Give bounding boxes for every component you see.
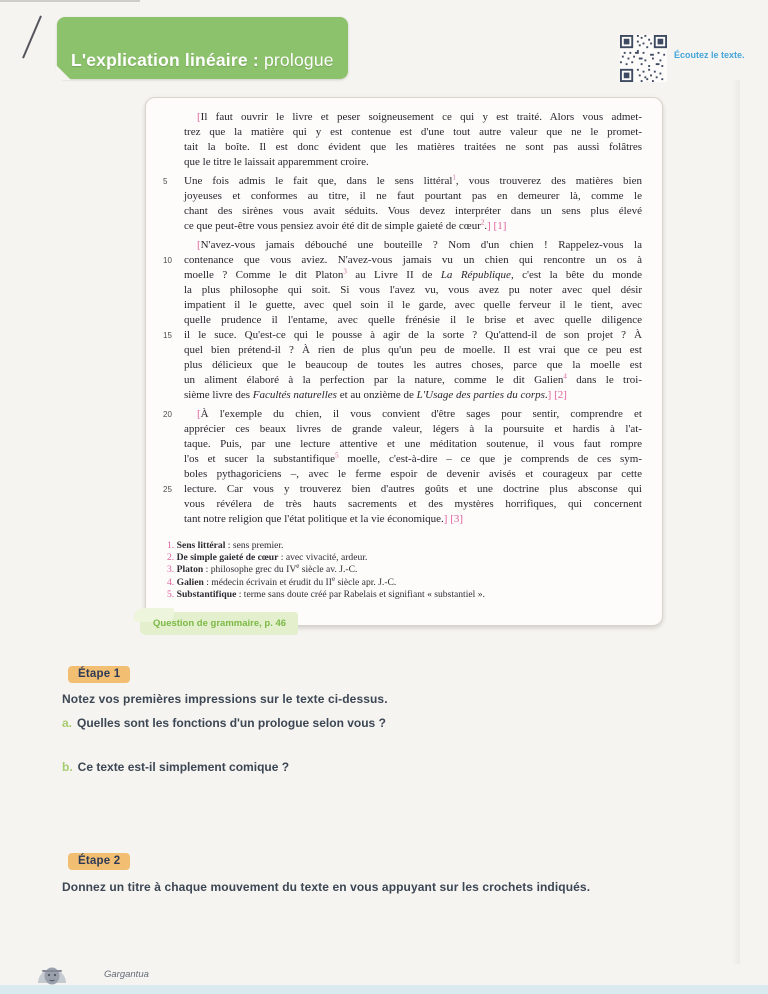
step-1-instruction: Notez vos premières impressions sur le texte ci-dessus. (62, 692, 388, 706)
line-text: que le titre le laissait apparemment croire. (184, 156, 369, 168)
footnote: 5. Substantifique : terme sans doute créé par Rabelais et signifiant « substantiel ». (167, 588, 485, 600)
line-text: tant notre religion que l'état politique et la vie économique.] [3] (184, 513, 464, 525)
text-line (163, 328, 642, 343)
line-text: moelle ? Comme le dit Platon$^3$ au Livre II de La République, c'est la bête du monde (184, 267, 643, 281)
line-text: taque. Puis, par une lecture attentive et une méditation soutenue, il vous faut rompre (184, 438, 642, 450)
title-banner (57, 17, 348, 79)
line-text: boles pythagoriciens –, avec le ferme espoir de devenir avisés et courageux par cette (184, 468, 642, 480)
text-line (184, 204, 642, 219)
line-text: sième livre des Facultés naturelles et au onzième de L'Usage des parties du corps.] [2] (184, 389, 567, 401)
line-text: vous révélera de très hauts sacrements et des mystères horrifiques, qui concernent (184, 498, 642, 510)
text-line (184, 467, 642, 482)
line-text: plus délicieux que le beaucoup de toutes les autres choses, parce que la moelle est (184, 359, 642, 371)
line-text: chant des sirènes vous avait séduits. Vous devez interpréter dans un sens plus élevé (184, 205, 642, 217)
footnotes (167, 540, 642, 601)
line-text: lecture. Car vous y trouverez bien d'autres goûts et une doctrine plus absconse qui (184, 483, 642, 495)
page-title-main: L'explication linéaire : (71, 50, 259, 70)
text-block (163, 238, 643, 403)
step-2-badge: Étape 2 (68, 853, 130, 870)
book-title: Gargantua (104, 969, 149, 980)
text-line (163, 173, 643, 189)
text-line (184, 373, 642, 388)
line-text: [Il faut ouvrir le livre et peser soigneusement ce qui y est traité. Alors vous admet- (197, 111, 642, 123)
line-text: impatient il le guette, avec quel soin il le garde, avec quelle ferveur il le tient, avec (184, 299, 642, 311)
line-text: ce que peut-être vous pensiez avoir été dit de simple gaieté de cœur$^2$.] [1] (184, 218, 507, 232)
question-letter: b. (62, 760, 73, 774)
question (62, 716, 682, 730)
text-line (184, 110, 642, 125)
text-line (184, 189, 642, 204)
question-letter: a. (62, 716, 73, 730)
line-text: un aliment élaboré à la perfection par la nature, comme le dit Galien$^4$ dans le troi- (184, 372, 642, 386)
step-1-badge: Étape 1 (68, 666, 130, 683)
next-page-edge (0, 985, 768, 994)
line-number: 20 (163, 410, 172, 419)
text-line (184, 155, 642, 170)
text-card (145, 97, 663, 626)
banner-corner-cut (56, 65, 71, 80)
line-number: 10 (163, 256, 172, 265)
text-line (184, 437, 642, 452)
line-number: 5 (163, 177, 168, 186)
line-text: trez que la matière qui y est contenue est d'une tout autre valeur que ne le promet- (184, 126, 642, 138)
line-number: 15 (163, 331, 172, 340)
text-line (184, 512, 642, 527)
text-line (184, 358, 642, 373)
question (62, 760, 682, 774)
qr-code-icon[interactable] (620, 35, 667, 82)
page-crease-shadow (731, 80, 740, 964)
text-line (184, 497, 642, 512)
text-line (184, 422, 642, 437)
text-line (184, 140, 642, 155)
text-line (184, 268, 642, 283)
text-line (184, 283, 642, 298)
scan-edge-artifact (0, 0, 140, 2)
line-text: tait la boîte. Il est donc évident que les matières traitées ne sont pas aussi folâtres (184, 141, 642, 153)
line-text: [À l'exemple du chien, il vous convient d'être sages pour sentir, comprendre et (197, 408, 642, 420)
footnote: 3. Platon : philosophe grec du IVe siècle av. J.-C. (167, 562, 358, 576)
line-text: la plus philosophe qui soit. Si vous l'avez vu, vous avez pu noter avec quel désir (184, 284, 642, 296)
text-line (184, 219, 642, 234)
pen-mark (22, 15, 42, 58)
text-line (184, 238, 642, 253)
gargantua-face-icon (37, 957, 67, 985)
text-line (163, 253, 642, 268)
text-line (163, 407, 642, 422)
text-line (184, 125, 642, 140)
text-block (163, 173, 643, 234)
line-text: quelle prudence il l'entame, avec quelle frénésie il le brise et avec quelle diligence (184, 314, 642, 326)
text-line (163, 482, 642, 497)
line-text: [N'avez-vous jamais débouché une bouteille ? Nom d'un chien ! Rappelez-vous la (197, 239, 642, 251)
text-line (184, 388, 642, 403)
page-title (71, 50, 334, 71)
question-text: Quelles sont les fonctions d'un prologue selon vous ? (77, 716, 386, 730)
line-text: Une fois admis le fait que, dans le sens littéral$^1$, vous trouverez des matières bien (184, 173, 643, 187)
text-line (184, 343, 642, 358)
footnote: 4. Galien : médecin écrivain et érudit du IIe siècle apr. J.-C. (167, 574, 397, 588)
text-line (184, 313, 642, 328)
line-text: apprécier ces beaux livres de grande valeur, légers à la poursuite et hardis à l'at- (184, 423, 642, 435)
text-block (163, 407, 642, 527)
line-text: il le suce. Qu'est-ce qui le pousse à agir de la sorte ? Qu'attend-il de son projet ? À (184, 329, 642, 341)
line-text: quel bien prétend-il ? À rien de plus qu'un peu de moelle. Il est vrai que ce peu est (184, 344, 642, 356)
grammar-question-link[interactable]: Question de grammaire, p. 46 (140, 612, 298, 635)
line-text: joyeuses et conformes au titre, il ne faut pourtant pas en demeurer là, comme le (184, 190, 642, 202)
line-text: l'os et sucer la substantifique$^5$ moelle, c'est-à-dire – ce que je comprends de ces sym- (184, 451, 642, 465)
question-text: Ce texte est-il simplement comique ? (77, 760, 290, 774)
footnote: 1. Sens littéral : sens premier. (167, 540, 284, 551)
text-block (184, 110, 642, 170)
listen-link[interactable]: Écoutez le texte. (674, 50, 745, 60)
line-number: 25 (163, 485, 172, 494)
prologue-text (163, 110, 643, 601)
line-text: contenance que vous aviez. N'avez-vous jamais vu un chien qui rencontre un os à (184, 254, 642, 266)
text-line (184, 452, 642, 467)
step-2-instruction: Donnez un titre à chaque mouvement du texte en vous appuyant sur les crochets indiqués. (62, 880, 591, 894)
step-1-questions (62, 716, 682, 774)
footnote: 2. De simple gaieté de cœur : avec vivacité, ardeur. (167, 552, 368, 564)
text-line (184, 298, 642, 313)
page-title-accent: prologue (263, 50, 334, 70)
